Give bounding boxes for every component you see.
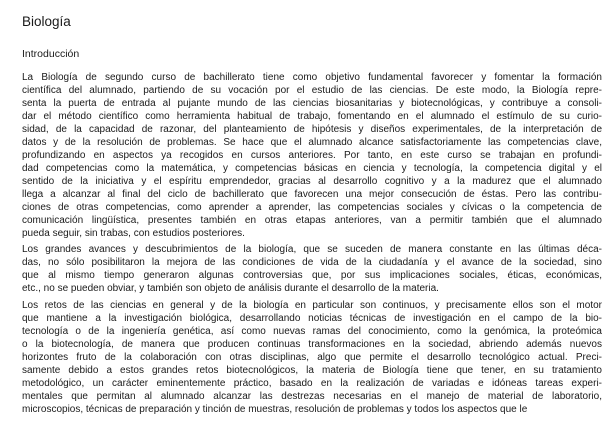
paragraph-line: metodológico, un carácter eminentemente práctico, basado en la realización de variadas e idóneas tareas experi- xyxy=(22,378,602,389)
paragraph-line: das, no sólo posibilitaron la mejora de las condiciones de vida de la ciudadanía y el avance de la sociedad, sino xyxy=(22,257,602,268)
paragraph-line: datos y de la resolución de problemas. Se hace que el alumnado alcance satisfactoriamente las competencias clave, xyxy=(22,137,602,148)
paragraph-line: pueda seguir, sin trabas, con estudios posteriores. xyxy=(22,228,245,239)
paragraph-advances xyxy=(22,243,602,295)
section-heading: Introducción xyxy=(22,48,80,60)
paragraph-line: horizontes fruto de la colaboración con otras disciplinas, algo que permite el desarrollo tecnológico actual. Preci- xyxy=(22,352,602,363)
paragraph-line: La Biología de segundo curso de bachillerato tiene como objetivo fundamental favorecer y fomentar la formación xyxy=(22,72,602,83)
paragraph-line: sentido de la iniciativa y el espíritu emprendedor, gracias al desarrollo cognitivo y a la madurez que el alumnado xyxy=(22,176,602,187)
paragraph-line: etc., no se pueden obviar, y también son objeto de análisis durante el desarrollo de la materia. xyxy=(22,283,439,294)
paragraph-challenges xyxy=(22,299,602,416)
paragraph-line: ciones de otras competencias, como aprender a aprender, las competencias sociales y cívicas o la competencia de xyxy=(22,202,602,213)
paragraph-line: Los retos de las ciencias en general y de la biología en particular son continuos, y precisamente ellos son el motor xyxy=(22,300,602,311)
paragraph-objective xyxy=(22,71,602,240)
paragraph-line: Los grandes avances y descubrimientos de la biología, que se suceden de manera constante en las últimas déca- xyxy=(22,244,602,255)
paragraph-line: tecnología o de la ingeniería genética, así como nuevas ramas del conocimiento, como la genómica, la proteómica xyxy=(22,326,602,337)
page-title: Biología xyxy=(22,14,71,29)
paragraph-line: samente debido a estos grandes retos biotecnológicos, la materia de Biología tiene que tener, en su tratamiento xyxy=(22,365,602,376)
paragraph-line: mentales que permitan al alumnado alcanzar las destrezas necesarias en el manejo de material de laboratorio, xyxy=(22,391,602,402)
paragraph-line: que mantiene a la investigación biológica, desarrollando noticias técnicas de investigación en el campo de la bio- xyxy=(22,313,602,324)
paragraph-line: dad competencias como la matemática, y competencias básicas en ciencia y tecnología, la competencia digital y el xyxy=(22,163,602,174)
paragraph-line: profundizando en aspectos ya recogidos en cursos anteriores. Por tanto, en este curso se trabajan en profundi- xyxy=(22,150,602,161)
paragraph-line: microscopios, técnicas de preparación y tinción de muestras, resolución de problemas y todos los aspectos que le xyxy=(22,404,528,415)
paragraph-line: científica del alumnado, partiendo de su vocación por el estudio de las ciencias. De este modo, la Biología repre- xyxy=(22,85,602,96)
paragraph-line: que al mismo tiempo generaron algunas controversias que, por sus implicaciones sociales, éticas, económicas, xyxy=(22,270,602,281)
paragraph-line: senta la puerta de entrada al pujante mundo de las ciencias biosanitarias y biotecnológicas, y contribuye a consoli- xyxy=(22,98,602,109)
paragraph-line: o la biotecnología, de manera que producen continuas transformaciones en la sociedad, abriendo además nuevos xyxy=(22,339,602,350)
paragraph-line: sidad, de la capacidad de razonar, del planteamiento de hipótesis y diseños experimentales, de la interpretación de xyxy=(22,124,602,135)
paragraph-line: dar el método científico como herramienta habitual de trabajo, fomentando en el alumnado el estímulo de su curio- xyxy=(22,111,602,122)
paragraph-line: llega a alcanzar al final del ciclo de bachillerato que favorecen una mejor consecución de éstas. Pero las contribu- xyxy=(22,189,602,200)
paragraph-line: comunicación lingüística, presentes también en otras etapas anteriores, van a permitir también que el alumnado xyxy=(22,215,602,226)
